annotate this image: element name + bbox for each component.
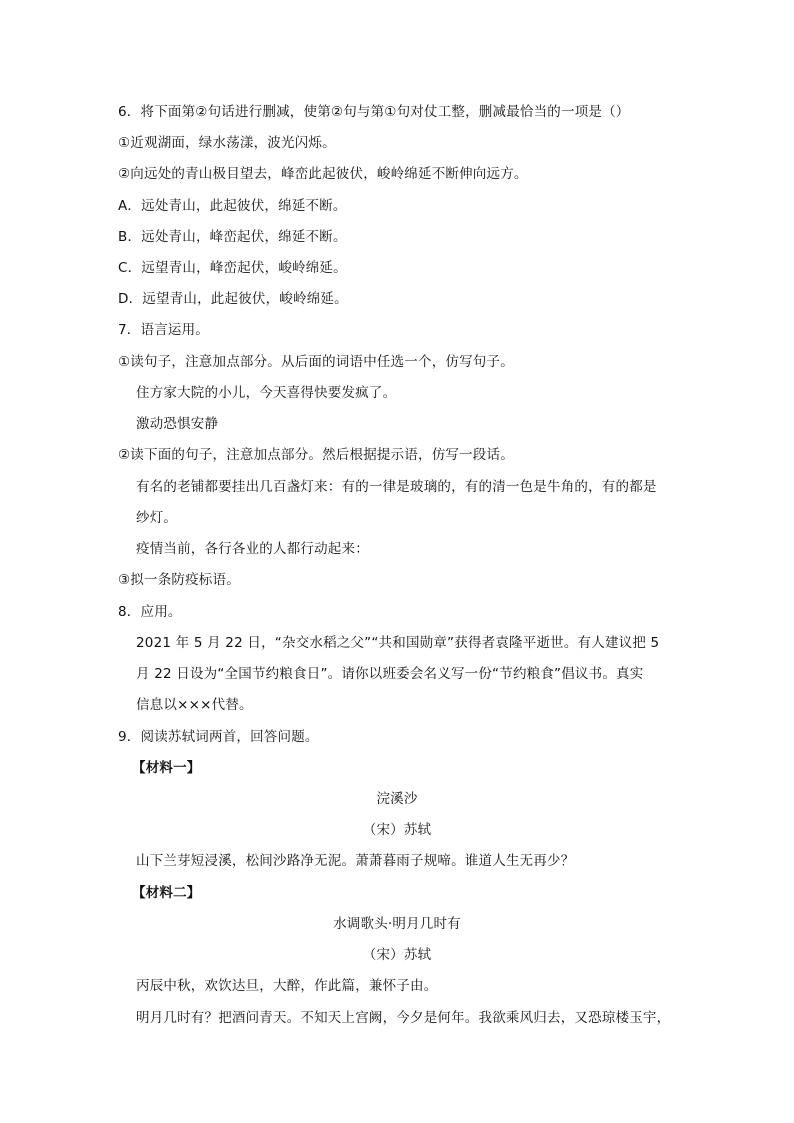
material-1-title: 浣溪沙 <box>376 791 418 807</box>
material-2-preface: 丙辰中秋，欢饮达旦，大醉，作此篇，兼怀子由。 <box>136 978 438 994</box>
q7-part-1-words: 激动恐惧安静 <box>136 416 219 432</box>
q9-stem: 9．阅读苏轼词两首，回答问题。 <box>118 729 319 745</box>
material-1-author: （宋）苏轼 <box>362 822 432 838</box>
q8-body-a: 2021 年 5 月 22 日，“杂交水稻之父”“共和国勋章”获得者袁隆平逝世。有人建议把 5 <box>136 635 660 651</box>
material-1-label: 【材料一】 <box>132 760 201 776</box>
q6-option-b: B．远处青山，峰峦起伏，绵延不断。 <box>118 229 347 245</box>
q7-part-1-sentence: 住方家大院的小儿，今天喜得快要发疯了。 <box>136 385 397 401</box>
q8-body-c: 信息以×××代替。 <box>136 697 253 713</box>
q6-sentence-2: ②向远处的青山极目望去，峰峦此起彼伏，峻岭绵延不断伸向远方。 <box>118 166 528 182</box>
q6-option-d: D．远望青山，此起彼伏，峻岭绵延。 <box>118 291 348 307</box>
q7-part-3: ③拟一条防疫标语。 <box>118 572 240 588</box>
material-2-author: （宋）苏轼 <box>362 947 432 963</box>
material-2-text: 明月几时有？把酒问青天。不知天上宫阙，今夕是何年。我欲乘风归去，又恐琼楼玉宇， <box>136 1010 671 1026</box>
q7-part-2-prompt: 疫情当前，各行各业的人都行动起来： <box>136 541 369 557</box>
material-2-label: 【材料二】 <box>132 885 201 901</box>
q7-stem: 7．语言运用。 <box>118 322 209 338</box>
q7-part-2-sentence-b: 纱灯。 <box>136 510 178 526</box>
q7-part-2: ②读下面的句子，注意加点部分。然后根据提示语，仿写一段话。 <box>118 447 514 463</box>
q6-option-c: C．远望青山，峰峦起伏，峻岭绵延。 <box>118 260 347 276</box>
q8-stem: 8．应用。 <box>118 604 182 620</box>
q6-option-a: A．远处青山，此起彼伏，绵延不断。 <box>118 198 347 214</box>
q8-body-b: 月 22 日设为“全国节约粮食日”。请你以班委会名义写一份“节约粮食”倡议书。真实 <box>136 666 644 682</box>
q7-part-2-sentence-a: 有名的老铺都要挂出几百盏灯来：有的一律是玻璃的，有的清一色是牛角的，有的都是 <box>136 479 657 495</box>
material-1-text: 山下兰芽短浸溪，松间沙路净无泥。萧萧暮雨子规啼。谁道人生无再少？ <box>136 853 575 869</box>
material-2-title: 水调歌头·明月几时有 <box>333 916 461 932</box>
q6-stem: 6．将下面第②句话进行删减，使第②句与第①句对仗工整，删减最恰当的一项是（） <box>118 104 630 120</box>
q7-part-1: ①读句子，注意加点部分。从后面的词语中任选一个，仿写句子。 <box>118 354 514 370</box>
q6-sentence-1: ①近观湖面，绿水荡漾，波光闪烁。 <box>118 135 336 151</box>
